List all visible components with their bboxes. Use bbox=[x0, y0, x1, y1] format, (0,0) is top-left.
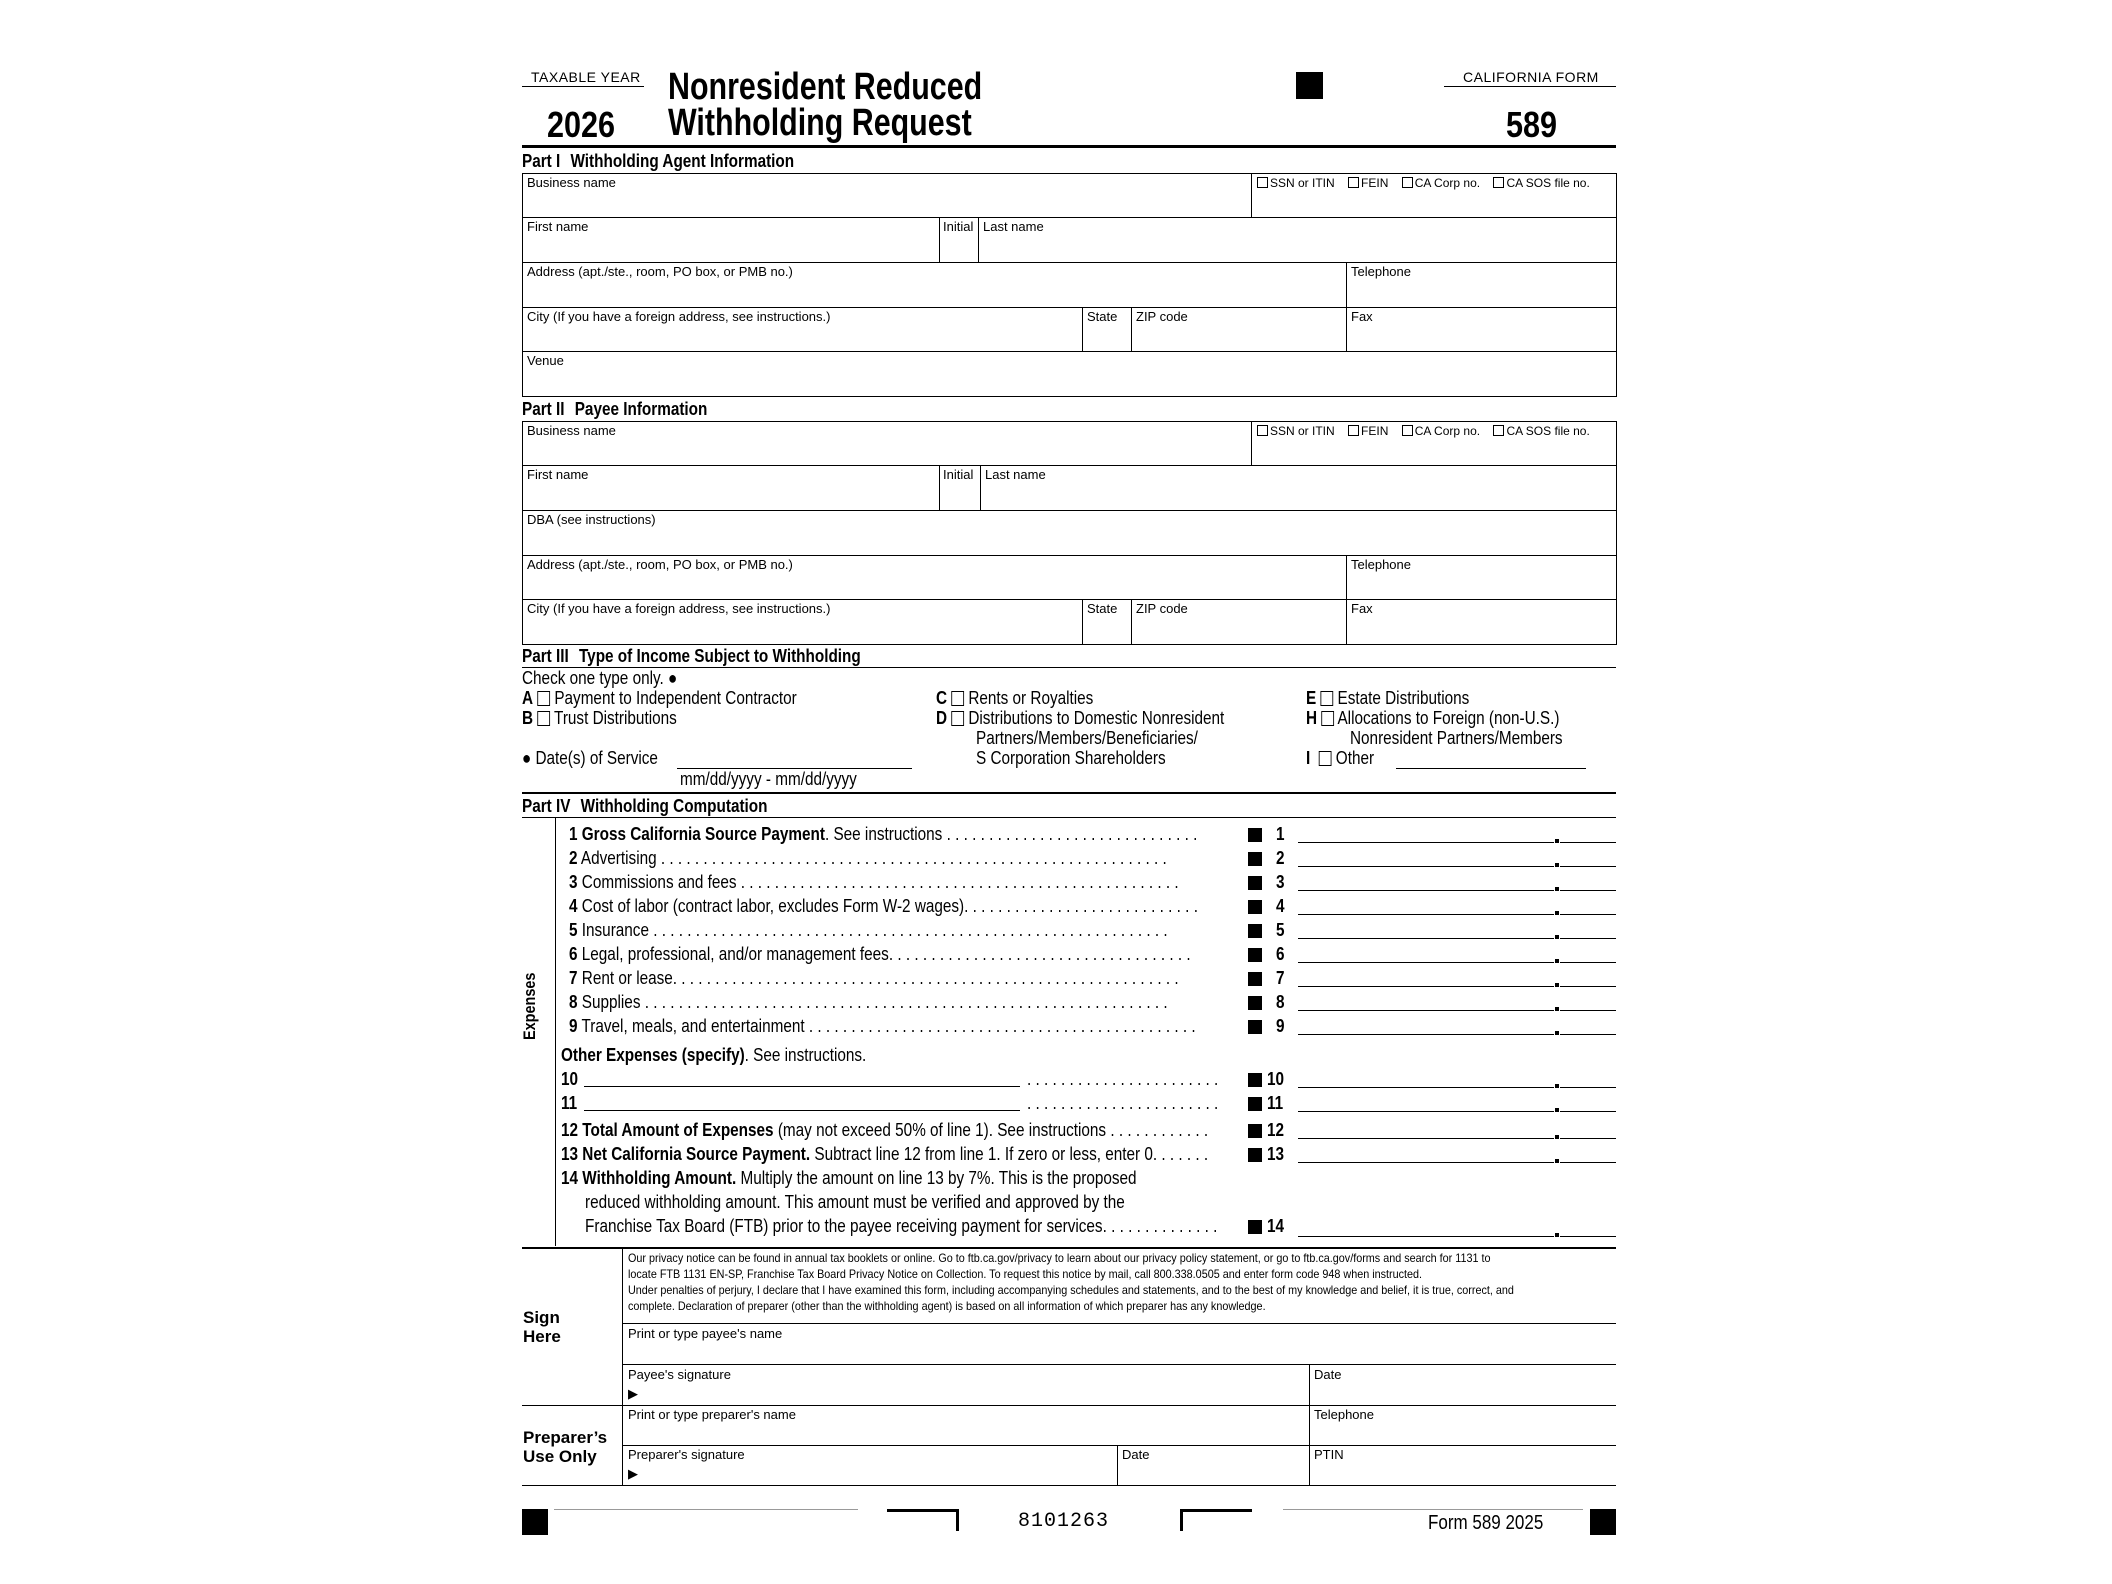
line-5-amount[interactable] bbox=[1298, 938, 1554, 939]
line-8-box-label: 8 bbox=[1276, 992, 1285, 1012]
payee-signature-label: Payee's signature bbox=[628, 1367, 731, 1382]
line-12-text: 12 Total Amount of Expenses (may not exceed 50% of line 1). See instructions . . . . . . . . . . . . bbox=[561, 1120, 1209, 1140]
line-13-cents[interactable] bbox=[1560, 1162, 1616, 1163]
line-7-box-label: 7 bbox=[1276, 968, 1285, 988]
p1-address-label: Address (apt./ste., room, PO box, or PMB no.) bbox=[527, 264, 793, 279]
line-11-box-label: 11 bbox=[1267, 1093, 1284, 1113]
option-d-line3: S Corporation Shareholders bbox=[976, 748, 1166, 768]
p1-state-label: State bbox=[1087, 309, 1118, 324]
preparer-signature-arrow: ▶ bbox=[628, 1466, 638, 1481]
p2-telephone-label: Telephone bbox=[1351, 557, 1411, 572]
p2-initial-label: Initial bbox=[943, 467, 974, 482]
line-7-decimal bbox=[1555, 983, 1559, 987]
p2-fein-checkbox[interactable]: FEIN bbox=[1348, 424, 1388, 438]
option-d-line2: Partners/Members/Beneficiaries/ bbox=[976, 728, 1198, 748]
expenses-side-label: Expenses bbox=[520, 972, 539, 1040]
p1-fax-label: Fax bbox=[1351, 309, 1373, 324]
option-h[interactable]: H Allocations to Foreign (non-U.S.) bbox=[1306, 708, 1560, 728]
line-3-decimal bbox=[1555, 887, 1559, 891]
p1-venue-label: Venue bbox=[527, 353, 564, 368]
california-form-label: CALIFORNIA FORM bbox=[1463, 69, 1599, 85]
option-e[interactable]: E Estate Distributions bbox=[1306, 688, 1470, 708]
p1-last-name-label: Last name bbox=[983, 219, 1044, 234]
p2-dba-label: DBA (see instructions) bbox=[527, 512, 656, 527]
line-13-text: 13 Net California Source Payment. Subtract line 12 from line 1. If zero or less, enter 0. . . . . . . bbox=[561, 1144, 1209, 1164]
p1-ssn-checkbox[interactable]: SSN or ITIN bbox=[1257, 176, 1335, 190]
bottom-right-registration-mark bbox=[1590, 1509, 1616, 1535]
option-i[interactable]: I Other bbox=[1306, 748, 1375, 768]
line-5-box-label: 5 bbox=[1276, 920, 1285, 940]
line-1-box-label: 1 bbox=[1276, 824, 1285, 844]
check-one-instruction: Check one type only. ● bbox=[522, 668, 678, 688]
line-10-dots: . . . . . . . . . . . . . . . . . . . . . . . bbox=[1027, 1069, 1219, 1089]
scan-bracket-left bbox=[887, 1509, 959, 1531]
line-10-number: 10 bbox=[561, 1069, 579, 1089]
p2-last-name-label: Last name bbox=[985, 467, 1046, 482]
sign-here-label: Sign Here bbox=[523, 1308, 561, 1346]
p1-initial-label: Initial bbox=[943, 219, 974, 234]
line-6-marker bbox=[1248, 948, 1262, 962]
line-1-decimal bbox=[1555, 839, 1559, 843]
form-barcode-number: 8101263 bbox=[1018, 1510, 1110, 1533]
line-10-box-label: 10 bbox=[1267, 1069, 1285, 1089]
p1-telephone-label: Telephone bbox=[1351, 264, 1411, 279]
dates-of-service-label: ● Date(s) of Service bbox=[522, 748, 658, 768]
part1-box bbox=[522, 173, 1617, 397]
line-4-decimal bbox=[1555, 911, 1559, 915]
privacy-line3: Under penalties of perjury, I declare that I have examined this form, including accompanying schedules and statements, and to the best of my knowledge and belief, it is true, correct, and bbox=[628, 1283, 1514, 1297]
p1-ca-corp-checkbox[interactable]: CA Corp no. bbox=[1402, 176, 1480, 190]
line-2-text: 2 Advertising . . . . . . . . . . . . . . . . . . . . . . . . . . . . . . . . . . . . . . . . . . . . . . . . . . . . . . . . . . . . bbox=[569, 848, 1167, 868]
payee-signature-arrow: ▶ bbox=[628, 1386, 638, 1401]
p2-first-name-label: First name bbox=[527, 467, 589, 482]
line-6-amount[interactable] bbox=[1298, 962, 1554, 963]
part1-heading: Part I Withholding Agent Information bbox=[522, 151, 795, 171]
line-7-amount[interactable] bbox=[1298, 986, 1554, 987]
preparer-signature-label: Preparer's signature bbox=[628, 1447, 745, 1462]
line-10-description-field[interactable] bbox=[584, 1086, 1020, 1087]
line-2-decimal bbox=[1555, 863, 1559, 867]
line-14-cents[interactable] bbox=[1560, 1236, 1616, 1237]
line-11-amount[interactable] bbox=[1298, 1111, 1554, 1112]
preparer-telephone-label: Telephone bbox=[1314, 1407, 1374, 1422]
line-3-amount[interactable] bbox=[1298, 890, 1554, 891]
option-c[interactable]: C Rents or Royalties bbox=[936, 688, 1094, 708]
line-12-amount[interactable] bbox=[1298, 1138, 1554, 1139]
line-7-text: 7 Rent or lease. . . . . . . . . . . . . . . . . . . . . . . . . . . . . . . . . . . . . . . . . . . . . . . . . . . . . . . . . . . . bbox=[569, 968, 1179, 988]
line-10-amount[interactable] bbox=[1298, 1087, 1554, 1088]
line-5-decimal bbox=[1555, 935, 1559, 939]
line-2-cents[interactable] bbox=[1560, 866, 1616, 867]
line-5-marker bbox=[1248, 924, 1262, 938]
p2-ca-corp-checkbox[interactable]: CA Corp no. bbox=[1402, 424, 1480, 438]
line-13-box-label: 13 bbox=[1267, 1144, 1285, 1164]
line-14-text2: reduced withholding amount. This amount must be verified and approved by the bbox=[585, 1192, 1125, 1212]
p1-ca-sos-checkbox[interactable]: CA SOS file no. bbox=[1493, 176, 1589, 190]
line-9-decimal bbox=[1555, 1031, 1559, 1035]
part4-heading: Part IV Withholding Computation bbox=[522, 796, 768, 816]
dates-format-hint: mm/dd/yyyy - mm/dd/yyyy bbox=[680, 769, 857, 789]
line-11-number: 11 bbox=[561, 1093, 578, 1113]
privacy-line2: locate FTB 1131 EN-SP, Franchise Tax Board Privacy Notice on Collection. To request this notice by mail, call 800.338.0505 and enter form code 948 when instructed. bbox=[628, 1267, 1423, 1281]
line-4-box-label: 4 bbox=[1276, 896, 1285, 916]
option-b[interactable]: B Trust Distributions bbox=[522, 708, 677, 728]
line-5-cents[interactable] bbox=[1560, 938, 1616, 939]
bottom-left-registration-mark bbox=[522, 1509, 548, 1535]
line-6-decimal bbox=[1555, 959, 1559, 963]
payee-date-label: Date bbox=[1314, 1367, 1342, 1382]
line-1-cents[interactable] bbox=[1560, 842, 1616, 843]
p1-first-name-label: First name bbox=[527, 219, 589, 234]
p1-zip-label: ZIP code bbox=[1136, 309, 1188, 324]
line-6-text: 6 Legal, professional, and/or management fees. . . . . . . . . . . . . . . . . . . . . . . . . . . . . . . . . . . . bbox=[569, 944, 1191, 964]
p2-fax-label: Fax bbox=[1351, 601, 1373, 616]
line-2-amount[interactable] bbox=[1298, 866, 1554, 867]
registration-mark bbox=[1296, 72, 1323, 99]
other-expenses-heading: Other Expenses (specify). See instructions. bbox=[561, 1045, 867, 1065]
option-h-line2: Nonresident Partners/Members bbox=[1350, 728, 1563, 748]
p2-zip-label: ZIP code bbox=[1136, 601, 1188, 616]
scan-bracket-right bbox=[1180, 1509, 1252, 1531]
privacy-line1: Our privacy notice can be found in annual tax booklets or online. Go to ftb.ca.gov/privacy to learn about our privacy policy statement, or go to ftb.ca.gov/forms and search for 1131 to bbox=[628, 1251, 1491, 1265]
p2-ssn-checkbox[interactable]: SSN or ITIN bbox=[1257, 424, 1335, 438]
preparer-name-label: Print or type preparer's name bbox=[628, 1407, 796, 1422]
line-8-amount[interactable] bbox=[1298, 1010, 1554, 1011]
line-4-cents[interactable] bbox=[1560, 914, 1616, 915]
line-3-text: 3 Commissions and fees . . . . . . . . . . . . . . . . . . . . . . . . . . . . . . . . . . . . . . . . . . . . . . . . . . . . bbox=[569, 872, 1179, 892]
line-2-box-label: 2 bbox=[1276, 848, 1285, 868]
option-a[interactable]: A Payment to Independent Contractor bbox=[522, 688, 797, 708]
line-6-box-label: 6 bbox=[1276, 944, 1285, 964]
line-12-cents[interactable] bbox=[1560, 1138, 1616, 1139]
line-3-box-label: 3 bbox=[1276, 872, 1285, 892]
line-13-amount[interactable] bbox=[1298, 1162, 1554, 1163]
line-6-cents[interactable] bbox=[1560, 962, 1616, 963]
line-8-cents[interactable] bbox=[1560, 1010, 1616, 1011]
preparer-date-label: Date bbox=[1122, 1447, 1150, 1462]
line-3-marker bbox=[1248, 876, 1262, 890]
line-8-marker bbox=[1248, 996, 1262, 1010]
line-7-cents[interactable] bbox=[1560, 986, 1616, 987]
line-9-amount[interactable] bbox=[1298, 1034, 1554, 1035]
line-14-text: 14 Withholding Amount. Multiply the amount on line 13 by 7%. This is the proposed bbox=[561, 1168, 1137, 1188]
privacy-line4: complete. Declaration of preparer (other than the withholding agent) is based on all information of which preparer has any knowledge. bbox=[628, 1299, 1266, 1313]
option-d[interactable]: D Distributions to Domestic Nonresident bbox=[936, 708, 1225, 728]
line-14-amount[interactable] bbox=[1298, 1236, 1554, 1237]
line-3-cents[interactable] bbox=[1560, 890, 1616, 891]
line-11-dots: . . . . . . . . . . . . . . . . . . . . . . . bbox=[1027, 1093, 1219, 1113]
line-11-description-field[interactable] bbox=[584, 1110, 1020, 1111]
line-14-box-label: 14 bbox=[1267, 1216, 1285, 1236]
part3-heading: Part III Type of Income Subject to Withholding bbox=[522, 646, 861, 666]
form-title-line1: Nonresident Reduced bbox=[668, 66, 983, 108]
line-7-marker bbox=[1248, 972, 1262, 986]
p1-city-label: City (If you have a foreign address, see instructions.) bbox=[527, 309, 831, 324]
p2-business-name-label: Business name bbox=[527, 423, 616, 438]
p1-id-type-options bbox=[1257, 176, 1590, 190]
p2-ca-sos-checkbox[interactable]: CA SOS file no. bbox=[1493, 424, 1589, 438]
p2-address-label: Address (apt./ste., room, PO box, or PMB no.) bbox=[527, 557, 793, 572]
line-4-text: 4 Cost of labor (contract labor, excludes Form W-2 wages). . . . . . . . . . . . . . . . . . . . . . . . . . . . bbox=[569, 896, 1198, 916]
taxable-year: 2026 bbox=[547, 104, 616, 145]
line-4-amount[interactable] bbox=[1298, 914, 1554, 915]
ptin-label: PTIN bbox=[1314, 1447, 1344, 1462]
taxable-year-label: TAXABLE YEAR bbox=[531, 69, 641, 85]
p2-id-type-options bbox=[1257, 424, 1590, 438]
line-12-box-label: 12 bbox=[1267, 1120, 1285, 1140]
line-11-cents[interactable] bbox=[1560, 1111, 1616, 1112]
p2-city-label: City (If you have a foreign address, see instructions.) bbox=[527, 601, 831, 616]
line-2-marker bbox=[1248, 852, 1262, 866]
p2-state-label: State bbox=[1087, 601, 1118, 616]
p1-fein-checkbox[interactable]: FEIN bbox=[1348, 176, 1388, 190]
line-14-text3: Franchise Tax Board (FTB) prior to the payee receiving payment for services. . . . . . . . . . . . . . bbox=[585, 1216, 1218, 1236]
form-footer-id: Form 589 2025 bbox=[1428, 1512, 1544, 1534]
form-number: 589 bbox=[1506, 104, 1558, 145]
line-8-text: 8 Supplies . . . . . . . . . . . . . . . . . . . . . . . . . . . . . . . . . . . . . . . . . . . . . . . . . . . . . . . . . . . . . . bbox=[569, 992, 1168, 1012]
part2-heading: Part II Payee Information bbox=[522, 399, 708, 419]
line-10-cents[interactable] bbox=[1560, 1087, 1616, 1088]
line-9-text: 9 Travel, meals, and entertainment . . . . . . . . . . . . . . . . . . . . . . . . . . . . . . . . . . . . . . . . . . . . . . bbox=[569, 1016, 1196, 1036]
line-4-marker bbox=[1248, 900, 1262, 914]
line-1-marker bbox=[1248, 828, 1262, 842]
line-1-text: 1 Gross California Source Payment. See instructions . . . . . . . . . . . . . . . . . . . . . . . . . . . . . . bbox=[569, 824, 1198, 844]
form-title-line2: Withholding Request bbox=[668, 102, 972, 144]
payee-name-label: Print or type payee's name bbox=[628, 1326, 783, 1341]
preparer-use-only-label: Preparer’s Use Only bbox=[523, 1428, 608, 1466]
line-5-text: 5 Insurance . . . . . . . . . . . . . . . . . . . . . . . . . . . . . . . . . . . . . . . . . . . . . . . . . . . . . . . . . . . . . bbox=[569, 920, 1168, 940]
p1-business-name-label: Business name bbox=[527, 175, 616, 190]
line-8-decimal bbox=[1555, 1007, 1559, 1011]
line-1-amount[interactable] bbox=[1298, 842, 1554, 843]
line-9-box-label: 9 bbox=[1276, 1016, 1285, 1036]
line-9-cents[interactable] bbox=[1560, 1034, 1616, 1035]
line-9-marker bbox=[1248, 1020, 1262, 1034]
